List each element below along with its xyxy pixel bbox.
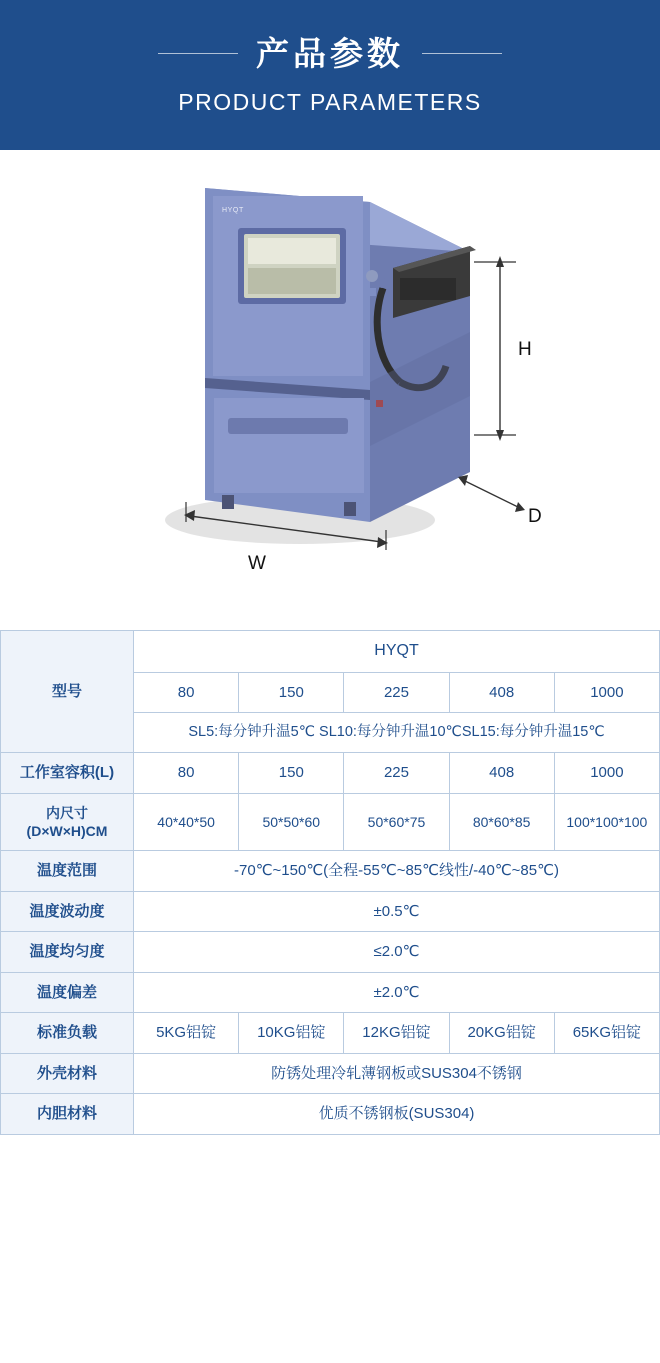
dimension-w-label: W	[248, 553, 266, 574]
cell-volume-150: 150	[239, 753, 344, 794]
row-label-volume: 工作室容积(L)	[1, 753, 134, 794]
cell-shell-material: 防锈处理冷轧薄钢板或SUS304不锈钢	[134, 1053, 660, 1094]
cell-model-80: 80	[134, 672, 239, 713]
row-label-standard-load: 标准负载	[1, 1013, 134, 1054]
cell-volume-80: 80	[134, 753, 239, 794]
row-label-temp-range: 温度范围	[1, 851, 134, 892]
cell-model-1000: 1000	[554, 672, 659, 713]
row-label-inner-size-line2: (D×W×H)CM	[26, 822, 108, 839]
cell-volume-225: 225	[344, 753, 449, 794]
banner-title-row	[158, 34, 502, 74]
cell-temp-fluctuation: ±0.5℃	[134, 891, 660, 932]
row-label-temp-deviation: 温度偏差	[1, 972, 134, 1013]
table-row	[1, 793, 660, 850]
cell-temp-deviation: ±2.0℃	[134, 972, 660, 1013]
row-label-model: 型号	[1, 631, 134, 753]
row-label-temp-uniformity: 温度均匀度	[1, 932, 134, 973]
table-row	[1, 1094, 660, 1135]
cabinet-brand-label: HYQT	[222, 207, 244, 214]
cell-model-408: 408	[449, 672, 554, 713]
product-parameters-table	[0, 630, 660, 1135]
banner-rule-left	[158, 53, 238, 54]
cell-size-150: 50*50*60	[239, 793, 344, 850]
banner-rule-right	[422, 53, 502, 54]
cell-load-1000: 65KG铝锭	[554, 1013, 659, 1054]
cell-load-225: 12KG铝锭	[344, 1013, 449, 1054]
cell-model-150: 150	[239, 672, 344, 713]
page-title-en: PRODUCT PARAMETERS	[178, 89, 482, 116]
row-label-shell-material: 外壳材料	[1, 1053, 134, 1094]
row-label-temp-fluctuation: 温度波动度	[1, 891, 134, 932]
product-illustration	[0, 150, 660, 630]
table-row	[1, 631, 660, 673]
table-row	[1, 891, 660, 932]
cell-size-408: 80*60*85	[449, 793, 554, 850]
table-row	[1, 753, 660, 794]
cell-heating-rate-note: SL5:每分钟升温5℃ SL10:每分钟升温10℃SL15:每分钟升温15℃	[134, 713, 660, 753]
dimension-h-label: H	[518, 339, 532, 360]
cell-temp-range: -70℃~150℃(全程-55℃~85℃线性/-40℃~85℃)	[134, 851, 660, 892]
cell-volume-408: 408	[449, 753, 554, 794]
cell-temp-uniformity: ≤2.0℃	[134, 932, 660, 973]
table-row	[1, 1053, 660, 1094]
cell-brand: HYQT	[134, 631, 660, 673]
row-label-inner-size-line1: 内尺寸	[46, 804, 88, 821]
table-row	[1, 972, 660, 1013]
cell-size-225: 50*60*75	[344, 793, 449, 850]
row-label-inner-size	[1, 793, 134, 850]
cell-volume-1000: 1000	[554, 753, 659, 794]
cell-size-80: 40*40*50	[134, 793, 239, 850]
product-image-area	[0, 150, 660, 630]
cell-load-408: 20KG铝锭	[449, 1013, 554, 1054]
table-row	[1, 1013, 660, 1054]
page-title-cn: 产品参数	[256, 34, 404, 72]
table-row	[1, 851, 660, 892]
table-row	[1, 932, 660, 973]
page-header-banner	[0, 0, 660, 150]
cell-load-80: 5KG铝锭	[134, 1013, 239, 1054]
row-label-liner-material: 内胆材料	[1, 1094, 134, 1135]
cell-model-225: 225	[344, 672, 449, 713]
cell-load-150: 10KG铝锭	[239, 1013, 344, 1054]
dimension-d-label: D	[528, 506, 542, 527]
cell-size-1000: 100*100*100	[554, 793, 659, 850]
cell-liner-material: 优质不锈钢板(SUS304)	[134, 1094, 660, 1135]
